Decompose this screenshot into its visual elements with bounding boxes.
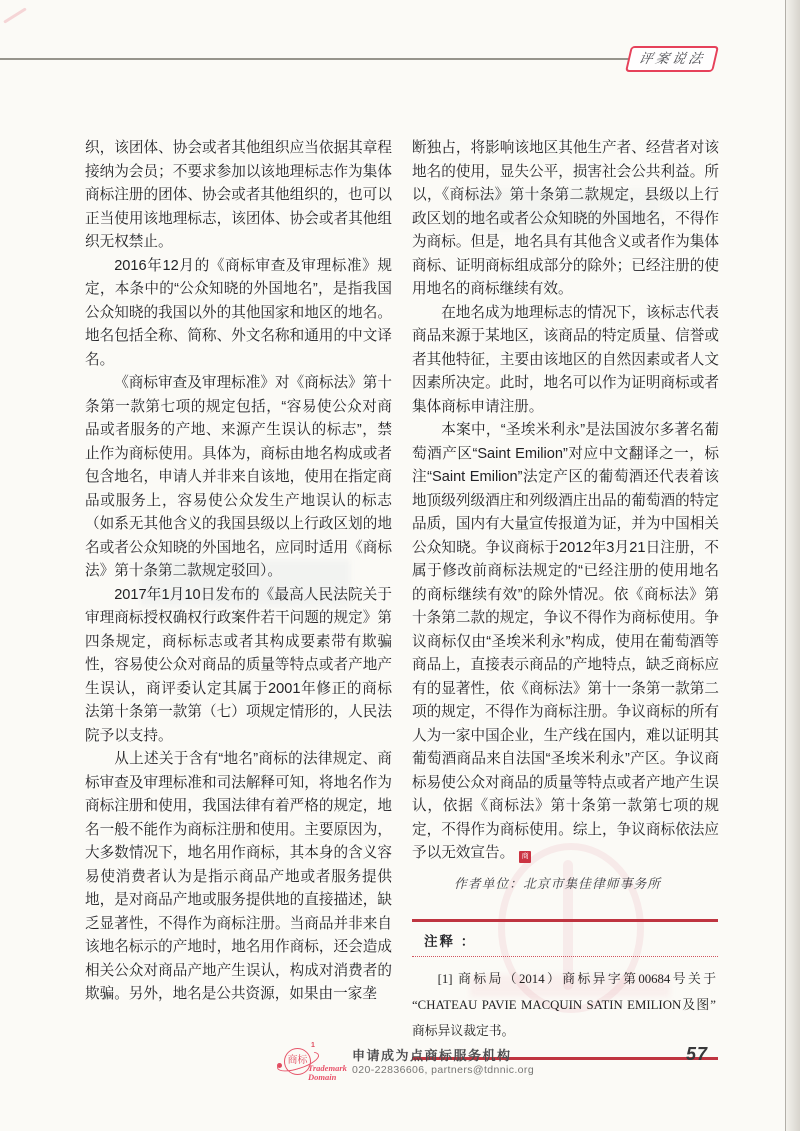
body-paragraph: 《商标审查及审理标准》对《商标法》第十条第一款第七项的规定包括，“容易使公众对商品或者服务的产地、来源产生误认的标志”，禁止作为商标使用。具体为，商标由地名构成或者包含地名，申请人并非来自该地，使用在指定商品或服务上，容易使公众发生产地误认的标志（如系无其他含义的我国县级以上行政区划的地名或者公众知晓的外国地名，应同时适用《商标法》第十条第二款规定驳回）。 <box>85 375 392 579</box>
footer-slogan: 申请成为点商标服务机构 <box>352 1048 512 1063</box>
body-paragraph: 在地名成为地理标志的情况下，该标志代表商品来源于某地区，该商品的特定质量、信誉或者其他特征，主要由该地区的自然因素或者人文因素所决定。此时，地名可以作为证明商标或者集体商标申请注册。 <box>412 304 719 415</box>
header-rule <box>0 58 632 60</box>
logo-cn-text: 商标 <box>287 1055 308 1066</box>
article-column-left <box>85 137 392 1007</box>
body-paragraph: 2016年12月的《商标审查及审理标准》规定，本条中的“公众知晓的外国地名”，是指我国公众知晓的我国以外的其他国家和地区的地名。地名包括全称、简称、外文名称和通用的中文译名。 <box>85 257 392 368</box>
body-paragraph: 断独占，将影响该地区其他生产者、经营者对该地名的使用，显失公平，损害社会公共利益。所以，《商标法》第十条第二款规定，县级以上行政区划的地名或者公众知晓的外国地名，不得作为商标。但是，地名具有其他含义或者作为集体商标、证明商标组成部分的除外；已经注册的使用地名的商标继续有效。 <box>412 140 719 297</box>
body-paragraph: [1] 商标局（2014）商标异字第00684号关于 “CHATEAU PAVIE MACQUIN SATIN EMILION及图” 商标异议裁定书。 <box>412 972 716 1038</box>
scan-scratch-mark <box>3 7 27 23</box>
author-affiliation: 作者单位：北京市集佳律师事务所 <box>454 876 661 891</box>
body-paragraph: 本案中，“圣埃米利永”是法国波尔多著名葡萄酒产区“Saint Emilion”对应中文翻译之一，标注“Saint Emilion”法定产区的葡萄酒还代表着该地顶级列级酒庄和列级酒庄出品的葡萄酒的特定品质，国内有大量宣传报道为证，并为中国相关公众知晓。争议商标于2012年3月21日注册，不属于修改前商标法规定的“已经注册的使用地名的商标继续有效”的除外情况。依《商标法》第十条第二款的规定，争议不得作为商标使用。争议商标仅由“圣埃米利永”构成，使用在葡萄酒等商品上，直接表示商品的产地特点，缺乏商标应有的显著性，依《商标法》第十一条第一款第二项的规定，不得作为商标注册。争议商标的所有人为一家中国企业，生产线在国内，难以证明其葡萄酒商品来自法国“圣埃米利永”产区。争议商标易使公众对商品的质量等特点或者产地产生误认，依据《商标法》第十条第一款第七项的规定，不得作为商标使用。综上，争议商标依法应予以无效宣告。 商 <box>412 422 719 861</box>
body-paragraph: 2017年1月10日发布的《最高人民法院关于审理商标授权确权行政案件若干问题的规定》第四条规定，商标标志或者其构成要素带有欺骗性，容易使公众对商品的质量等特点或者产地产生误认，商评委认定其属于2001年修正的商标法第十条第一款第（七）项规定情形的，人民法院予以支持。 <box>85 586 392 744</box>
page-number: 57 <box>686 1044 709 1064</box>
trademark-domain-logo <box>277 1042 349 1090</box>
section-tag-label: 评案说法 <box>637 51 707 66</box>
body-paragraph: 从上述关于含有“地名”商标的法律规定、商标审查及审理标准和司法解释可知，将地名作为商标注册和使用，我国法律有着严格的规定，地名一般不能作为商标注册和使用。主要原因为，大多数情况下，地名用作商标，其本身的含义容易使消费者认为是指示商品产地或者服务提供地，是对商品产地或服务提供地的直接描述，缺乏显著性，不得作为商标注册。当商品并非来自该地名标示的产地时，地名用作商标，还会造成相关公众对商品产地产生误认，构成对消费者的欺骗。另外，地名是公共资源，如果由一家垄 <box>85 751 392 1002</box>
article-column-right <box>412 137 719 896</box>
body-paragraph: 织，该团体、协会或者其他组织应当依据其章程接纳为会员；不要求参加以该地理标志作为集体商标注册的团体、协会或者其他组织的，也可以正当使用该地理标志，该团体、协会或者其他组织无权禁止。 <box>85 140 392 250</box>
logo-en-line2: Domain <box>308 1072 337 1082</box>
footnote-box <box>412 919 718 1060</box>
logo-en-line1: Trademark <box>308 1063 347 1073</box>
article-column-right-paragraphs <box>412 137 719 866</box>
logo-en-text <box>308 1064 347 1082</box>
logo-superscript: 1 <box>311 1042 315 1049</box>
footer-contact: 020-22836606, partners@tdnnic.org <box>352 1064 535 1076</box>
section-tag <box>625 46 719 72</box>
footnote-label: 注释 ： <box>412 922 718 957</box>
page-footer <box>0 1040 800 1100</box>
article-end-seal-icon: 商 <box>519 851 531 863</box>
page-edge-shadow <box>786 0 800 1131</box>
